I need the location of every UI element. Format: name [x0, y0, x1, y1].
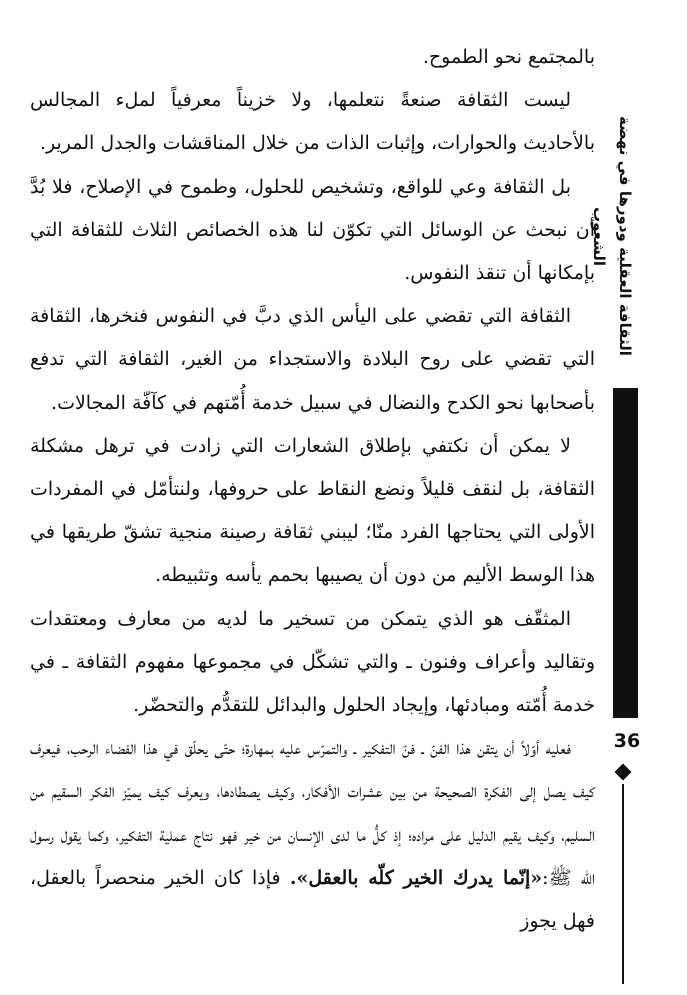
paragraph-text: فعليه أوّلاً أن يتقن هذا الفنّ ـ فنّ التفكير ـ والتمرّس عليه بمهارة؛ حتّى يحلّق في هذا الفضاء الرحب، فيعرف كيف يصل إلى الفكرة الصحيحة من بين عشرات الأفكار، وكيف يصطادها، ويعرف كيف يميّز الفكر السقيم من السليم، وكيف يقيم الدليل على مراده؛ إذ كلُّ ما لدى الإنسان من خير فهو نتاج عملية التفكير، وكما يقول رسول الله ﷺ:	[30, 737, 595, 889]
diamond-ornament-icon	[615, 764, 632, 781]
page-body	[30, 36, 595, 943]
running-head: الثقافة العقلية ودورها في نهضة الشعوب	[590, 116, 634, 356]
paragraph: بل الثقافة وعي للواقع، وتشخيص للحلول، وطموح في الإصلاح، فلا بُدَّ أن نبحث عن الوسائل التي تكوّن لنا هذه الخصائص الثلاث للثقافة التي بإمكانها أن تنقذ النفوس.	[30, 175, 595, 285]
paragraph-continuation: بالمجتمع نحو الطموح.	[422, 46, 595, 68]
paragraph-tail: فإذا كان الخير منحصراً بالعقل، فهل يجوز	[30, 866, 595, 933]
paragraph-final	[30, 727, 595, 943]
paragraph: ليست الثقافة صنعةً نتعلمها، ولا خزيناً معرفياً لملء المجالس بالأحاديث والحوارات، وإثبات الذات من خلال المناقشات والجدل المرير.	[30, 89, 595, 155]
paragraph: الثقافة التي تقضي على اليأس الذي دبَّ في النفوس فنخرها، الثقافة التي تقضي على روح البلادة والاستجداء من الغير، الثقافة التي تدفع بأصحابها نحو الكدح والنضال في سبيل خدمة أُمّتهم في كآفّة المجالات.	[30, 305, 595, 414]
side-bar	[613, 388, 638, 718]
hadith-quote: «إنّما يدرك الخير كلّه بالعقل».	[289, 866, 543, 889]
page-number: 36	[613, 730, 641, 752]
side-rule	[622, 784, 624, 984]
paragraph: لا يمكن أن نكتفي بإطلاق الشعارات التي زادت في ترهل مشكلة الثقافة، بل لنقف قليلاً ونضع النقاط على حروفها، ولنتأمّل في المفردات الأولى التي يحتاجها الفرد منّا؛ ليبني ثقافة رصينة منجية تشقّ طريقها في هذا الوسط الأليم من دون أن يصيبها بحمم يأسه وتثبيطه.	[30, 434, 595, 587]
paragraph: المثقّف هو الذي يتمكن من تسخير ما لديه من معارف ومعتقدات وتقاليد وأعراف وفنون ـ والتي تشكّل في مجموعها مفهوم الثقافة ـ في خدمة أُمّته ومبادئها، وإيجاد الحلول والبدائل للتقدُّم والتحضّر.	[30, 607, 595, 717]
